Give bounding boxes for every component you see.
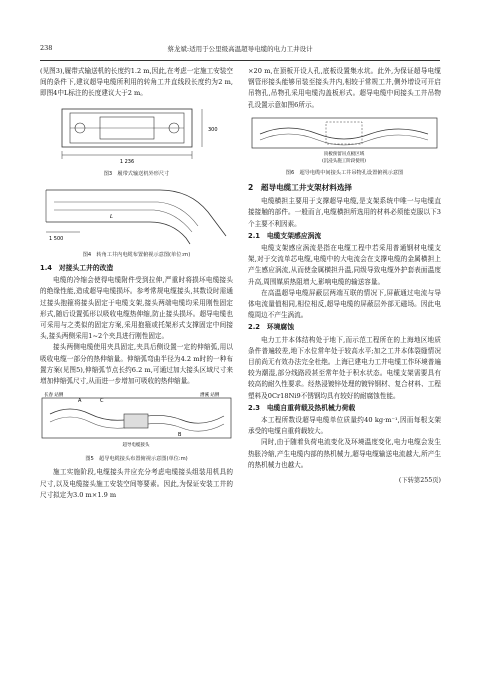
left-paragraph-1: (见图3),履带式输送机的长度约1.2 m,因此,在考虑一定施工安装空间的条件下,建议超导电缆所利用的转角工井直线段长度约为2 m,即图4中L标注的长度建议大于2 m。 <box>40 67 233 98</box>
section-2-3-title: 2.3 电缆自重荷载及热机械力荷载 <box>248 403 356 412</box>
page-header <box>0 44 480 58</box>
fig4-label-L: L <box>110 213 114 220</box>
section-1-4-title: 1.4 对接头工井的改造 <box>40 264 114 273</box>
figure-6 <box>248 114 441 177</box>
right-paragraph-5: 电力工井本体结构处于地下,而示范工程所在的上海地区地质条件普遍较差,地下水位常年处于较高水平;加之工井本体裂缝情况目前尚无有效办法完全杜绝。上海已建电力工井电缆工作环境普遍较为潮湿,部分线路段甚至常年处于积水状态。电缆支架需要具有较高的耐久性要求。经热浸镀锌处理的镀锌钢材、复合材料、工程塑料及0Cr18Ni9不锈钢均具有较好的耐腐蚀性能。 <box>248 335 441 400</box>
fig3-dim-side: 300 <box>208 126 218 133</box>
fig5-label-b: B <box>178 432 182 439</box>
left-column <box>40 66 233 501</box>
right-paragraph-2: 电缆横担主要用于支撑超导电缆,是支架系统中唯一与电缆直接接触的部件。一般而言,电缆横担所选用的材料必须能克服以下3个主要不利因素。 <box>248 197 441 228</box>
fig5-label-c: C <box>100 398 104 405</box>
figure-3 <box>40 103 233 178</box>
right-paragraph-3: 电缆支架感应涡流是指在电缆工程中若采用普通钢材电缆支架,对于交流单芯电缆,电缆中的大电流会在支撑电缆的金属横担上产生感应涡流,从而使金属横担升温,同级导致电缆外护套表面温度升高,周围媒质热阻增大,影响电缆的输送容量。 <box>248 244 441 286</box>
figure-5 <box>40 390 233 463</box>
left-paragraph-3: 接头两侧电缆使用夹具固定,夹具后侧设置一定的伸缩弧,用以吸收电缆一部分的热伸缩量。伸缩弧弯曲半径为4.2 m时的一种布置方案(见图5),伸缩弧节点长约6.2 m,可通过加大接头区域尺寸来增加伸缩弧尺寸,从而进一步增加可吸收的热伸缩量。 <box>40 343 233 386</box>
right-paragraph-6: 本工程所数设超导电缆单位质量约40 kg·m⁻¹,因而每根支架承受的电缆自重荷载较大。 <box>248 416 441 436</box>
hoist-hole-drawing <box>248 114 441 164</box>
left-paragraph-4: 施工实施阶段,电缆接头井应充分考虑电缆接头组装用机具的尺寸,以及电缆接头施工安装空间等要素。因此,为保证安装工井的尺寸拟定为3.0 m×1.9 m <box>40 468 233 499</box>
section-2-2-title: 2.2 环境腐蚀 <box>248 323 295 332</box>
running-title: 蔡龙斌:适用于公里级高温超导电缆的电力工井设计 <box>167 45 313 53</box>
joint-layout-drawing <box>40 390 233 450</box>
right-paragraph-4: 在高温超导电缆屏蔽层两端互联的情况下,屏蔽通过电流与导体电流量值相同,相位相反,超导电缆的屏蔽层外部无磁场。因此电缆周边不产生涡流。 <box>248 288 441 320</box>
fig5-label-right: 漕溪 站侧 <box>200 393 220 399</box>
fig5-label-a: A <box>78 398 82 405</box>
right-column <box>248 66 441 486</box>
figure-6-caption: 图6 超导电缆中间接头工井吊物孔设置俯视示意图 <box>285 170 404 177</box>
figure-4-caption: 图4 转角工井内电缆布置俯视示意图(单位:m) <box>82 252 191 259</box>
section-2-1-title: 2.1 电缆支架感应涡流 <box>248 231 322 240</box>
left-paragraph-2: 电缆的冷缩会使得电缆附件受到拉伸,严重时将损坏电缆接头的绝缘性能,造成超导电缆损坏。参考常规电缆接头,其数设时需通过接头抱箍将接头固定于电缆支架,接头两端电缆均采用刚性固定形式,随后设置弧形以吸收电缆热伸缩,防止接头损坏。超导电缆也可采用与之类似的固定方案,采用抱箍或托架形式支撑固定中间接头,接头两侧采用1~2个夹具进行刚性固定。 <box>40 276 233 341</box>
fig6-label-bottom: (沉浸头施工阶段使用) <box>321 158 367 164</box>
fig6-label-top: 顶板预留吊点板区域 <box>323 151 365 157</box>
page-number: 238 <box>40 44 53 52</box>
figure-4 <box>40 182 233 259</box>
figure-3-caption: 图3 履带式输送机外形尺寸 <box>103 170 170 177</box>
figure-5-caption: 图5 超导电缆接头布置俯视示意图(单位:m) <box>85 456 188 463</box>
header-rule <box>40 60 440 61</box>
right-paragraph-7: 同时,由于随着负荷电流变化及环境温度变化,电力电缆会发生热胀冷缩,产生电缆内部的热机械力,超导电缆输送电流越大,所产生的热机械力也越大。 <box>248 438 441 469</box>
fig5-label-mid: 超导电缆接头 <box>122 443 150 449</box>
fig5-label-left: 长春 站侧 <box>44 393 64 399</box>
fig3-dim-bottom: 1 236 <box>119 158 135 165</box>
continued-note: (下转第255页) <box>398 477 441 485</box>
right-paragraph-1: ×20 m,在顶板开设人孔,底板设置集水坑。此外,为保证超导电缆钢管形接头能够吊装至接头井内,相较于常规工井,侧外增设可开启吊物孔,吊物孔采用电缆沟盖板形式。超导电缆中间接头工井吊物孔设置示意如图6所示。 <box>248 67 441 109</box>
fig4-dim: 1 500 <box>49 235 64 242</box>
section-2-title: 2 超导电缆工井支架材料选择 <box>248 183 353 193</box>
corner-well-drawing <box>40 182 233 246</box>
conveyor-drawing <box>40 103 233 165</box>
